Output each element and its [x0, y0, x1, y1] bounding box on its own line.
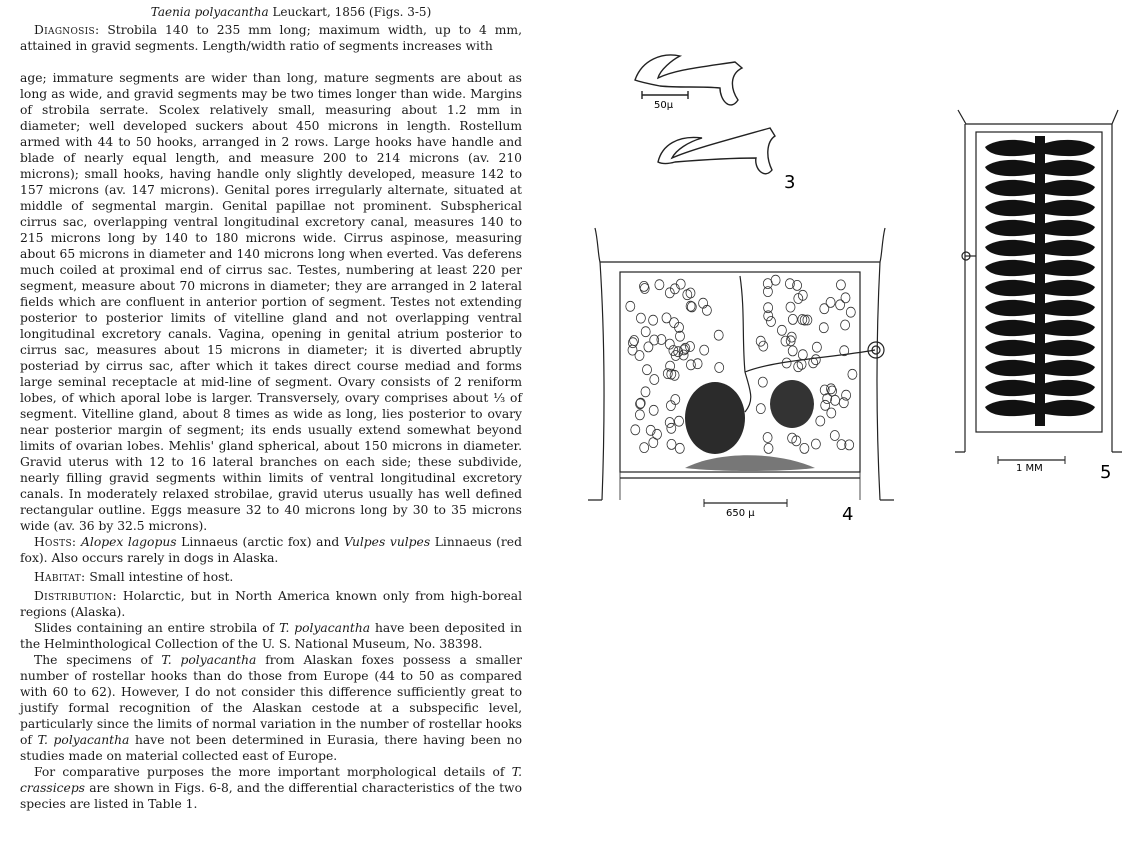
ovary-aporal-lobe [770, 380, 814, 428]
vitelline-gland [685, 455, 815, 471]
figure-3 [635, 55, 775, 174]
text-column [20, 4, 522, 812]
fig5-scale-label: 1 MM [1016, 463, 1043, 474]
fig4-scale-label: 650 µ [726, 508, 755, 519]
ovary-poral-lobe [685, 382, 745, 454]
slides-paragraph: Slides containing an entire strobila of T. polyacantha have been deposited in the Helminthological Collection of the U. S. National Museum, No. 38398. [20, 621, 522, 651]
page-title: Taenia polyacantha Leuckart, 1856 (Figs. 3-5) [150, 5, 432, 19]
figures-drawing [580, 40, 1139, 520]
comparative-paragraph: For comparative purposes the more important morphological details of T. crassiceps are shown in Figs. 6-8, and the differential characteristics of the two species are listed in Table 1. [20, 765, 522, 811]
hosts-paragraph: Hosts: Alopex lagopus Linnaeus (arctic fox) and Vulpes vulpes Linnaeus (red fox). Also occurs rarely in dogs in Alaska. [20, 535, 522, 565]
distribution-paragraph: Distribution: Holarctic, but in North America known only from high-boreal regions (Alaska). [20, 589, 523, 619]
figures-panel [580, 40, 1139, 520]
fig3-number: 3 [784, 172, 796, 193]
gravid-uterus [985, 136, 1095, 426]
fig5-number: 5 [1100, 462, 1112, 483]
specimens-paragraph: The specimens of T. polyacantha from Alaskan foxes possess a smaller number of rostellar hooks than do those from Europe (44 to 50 as compared with 60 to 62). However, I do not consider this difference sufficiently great to justify formal recognition of the Alaskan cestode at a subspecific level, particularly since the limits of normal variation in the number of rostellar hooks of T. polyacantha have not been determined in Eurasia, there having been no studies made on material collected east of Europe. [20, 653, 522, 763]
fig3-scale-label: 50µ [654, 100, 674, 111]
diagnosis-body: age; immature segments are wider than long, mature segments are about as long as wide, and gravid segments may be two times longer than wide. Margins of strobila serrate. Scolex relatively small, measuring about 1.2 mm in diameter; well developed suckers about 450 microns in length. Rostellum armed with 44 to 50 hooks, arranged in 2 rows. Large hooks have handle and blade of nearly equal length, and measure 200 to 214 microns (av. 210 microns); small hooks, having handle only slightly developed, measure 142 to 157 microns (av. 147 microns). Genital pores irregularly alternate, situated at middle of segmental margin. Genital papillae not prominent. Subspherical cirrus sac, overlapping ventral longitudinal excretory canal, measures 140 to 215 microns long by 140 to 180 microns wide. Cirrus aspinose, measuring about 65 microns in diameter and 140 microns long when everted. Vas deferens much coiled at proximal end of cirrus sac. Testes, numbering at least 220 per segment, measure about 70 microns in diameter; they are arranged in 2 lateral fields which are confluent in anterior portion of segment. Testes not extending posterior to posterior limits of vitelline gland and not overlapping ventral longitudinal excretory canals. Vagina, opening in genital atrium posterior to cirrus sac, measures about 15 microns in diameter; it is diverted abruptly posteriad by cirrus sac, after which it takes direct course mediad and forms large seminal receptacle at mid-line of segment. Ovary consists of 2 reniform lobes, of which aporal lobe is larger. Transversely, ovary comprises about ⅓ of segment. Vitelline gland, about 8 times as wide as long, lies posterior to ovary near posterior margin of segment; its ends usually extend somewhat beyond limits of ovarian lobes. Mehlis' gland spherical, about 150 microns in diameter. Gravid uterus with 12 to 16 lateral branches on each side; these subdivide, nearly filling gravid segments within limits of ventral longitudinal excretory canals. In moderately relaxed strobilae, gravid uterus usually has well defined rectangular outline. Eggs measure 32 to 40 microns long by 30 to 35 microns wide (av. 36 by 32.5 microns). [20, 71, 522, 533]
diagnosis-lead: Diagnosis: Strobila 140 to 235 mm long; maximum width, up to 4 mm, attained in gravid segments. Length/width ratio of segments increases with [20, 23, 522, 53]
habitat-paragraph: Habitat: Small intestine of host. [34, 570, 234, 584]
fig4-number: 4 [842, 504, 854, 520]
small-hook [658, 128, 775, 174]
diagnosis-label: Diagnosis: [34, 23, 100, 37]
